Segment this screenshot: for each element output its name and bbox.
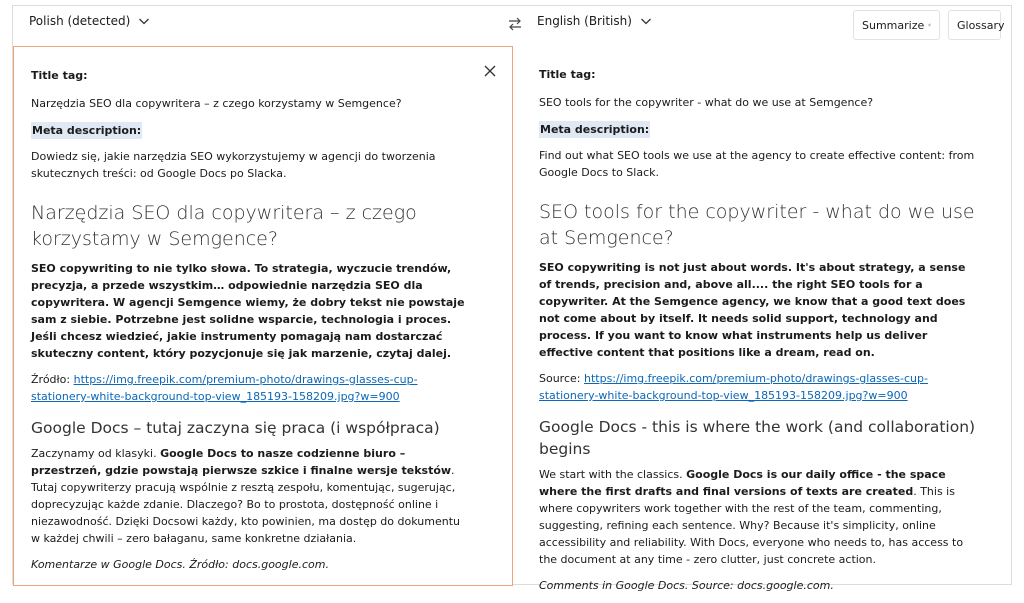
image-caption: Comments in Google Docs. Source: docs.google.com. xyxy=(539,579,834,592)
meta-description-label: Meta description: xyxy=(32,124,142,137)
swap-icon[interactable] xyxy=(507,16,523,32)
intro-paragraph: SEO copywriting is not just about words. It's about strategy, a sense of trends, precision and, above all.... the right SEO tools for a copywriter. At the Semgence agency, we know that a good text does not come about by itself. It needs solid support, technology and process. If you want to know what instruments help us deliver effective content that positions like a dream, read on. xyxy=(539,261,966,359)
source-text-pane[interactable] xyxy=(13,46,513,586)
intro-paragraph: SEO copywriting to nie tylko słowa. To strategia, wyczucie trendów, precyzja, a przede wszystkim… odpowiednie narzędzia SEO dla copywritera. W agencji Semgence wiemy, że dobry tekst nie powstaje sam z siebie. Potrzebne jest solidne wsparcie, technologia i proces. Jeśli chcesz wiedzieć, jakie instrumenty pomagają nam dostarczać skuteczny content, który pozycjonuje się jak marzenie, czytaj dalej. xyxy=(31,262,465,360)
translator-frame xyxy=(12,5,1012,592)
target-language-select[interactable] xyxy=(537,14,652,28)
toolbar xyxy=(13,6,1011,46)
close-icon[interactable] xyxy=(484,65,496,77)
section-paragraph xyxy=(539,466,979,568)
title-tag-text: Narzędzia SEO dla copywritera – z czego korzystamy w Semgence? xyxy=(31,97,402,110)
chevron-down-icon xyxy=(640,15,652,27)
source-language-label: Polish (detected) xyxy=(29,14,131,28)
glossary-label: Glossary xyxy=(957,18,1005,32)
paragraph-end: . This is where copywriters work together with the rest of the team, commenting, suggesting, refining each sentence. Why? Because it's simplicity, online accessibility and reliability. With Docs, everyone who needs to, has access to the document at any time - zero clutter, just concrete action. xyxy=(539,485,964,566)
source-link[interactable]: https://img.freepik.com/premium-photo/drawings-glasses-cup-stationery-white-background-top-view_185193-158209.jpg?w=900 xyxy=(539,372,928,402)
glossary-button[interactable] xyxy=(948,10,1005,40)
main-heading: SEO tools for the copywriter - what do we use at Semgence? xyxy=(539,201,975,249)
title-tag-label: Title tag: xyxy=(539,68,596,81)
translation-pane[interactable] xyxy=(523,46,1003,592)
main-heading: Narzędzia SEO dla copywritera – z czego korzystamy w Semgence? xyxy=(31,202,417,250)
chevron-down-icon xyxy=(138,15,150,27)
summarize-button[interactable] xyxy=(853,10,940,40)
summarize-label: Summarize xyxy=(862,18,925,32)
source-prefix: Source: xyxy=(539,372,584,385)
title-tag-label: Title tag: xyxy=(31,69,88,82)
title-tag-text: SEO tools for the copywriter - what do we use at Semgence? xyxy=(539,96,874,109)
meta-description-text: Find out what SEO tools we use at the agency to create effective content: from Google Docs to Slack. xyxy=(539,149,975,179)
image-source xyxy=(539,370,979,404)
target-language-label: English (British) xyxy=(537,14,632,28)
source-language-select[interactable] xyxy=(29,14,150,28)
section-heading: Google Docs – tutaj zaczyna się praca (i współpraca) xyxy=(31,419,440,437)
translation-content xyxy=(539,66,979,603)
paragraph-bold: Google Docs to nasze codzienne biuro – przestrzeń, gdzie powstają pierwsze szkice i finalne wersje tekstów xyxy=(31,447,452,477)
section-heading: Google Docs - this is where the work (and collaboration) begins xyxy=(539,418,976,458)
meta-description-text: Dowiedz się, jakie narzędzia SEO wykorzystujemy w agencji do tworzenia skutecznych treści: od Google Docs po Slacka. xyxy=(31,150,436,180)
paragraph-bold: Google Docs is our daily office - the space where the first drafts and final versions of texts are created xyxy=(539,468,946,498)
image-source xyxy=(31,371,471,405)
sparkle-icon xyxy=(928,19,931,31)
paragraph-start: We start with the classics. xyxy=(539,468,687,481)
paragraph-start: Zaczynamy od klasyki. xyxy=(31,447,161,460)
section-paragraph xyxy=(31,445,471,547)
source-prefix: Źródło: xyxy=(31,373,74,386)
paragraph-end: . Tutaj copywriterzy pracują wspólnie z resztą zespołu, komentując, sugerując, doprecyzując każde zdanie. Dlaczego? Bo to prostota, dostępność online i niezawodność. Dzięki Docsowi każdy, kto powinien, ma dostęp do dokumentu w każdej chwili – zero bałaganu, same konkretne działania. xyxy=(31,464,460,545)
source-content xyxy=(31,67,471,582)
source-link[interactable]: https://img.freepik.com/premium-photo/drawings-glasses-cup-stationery-white-background-top-view_185193-158209.jpg?w=900 xyxy=(31,373,418,403)
meta-description-label: Meta description: xyxy=(540,123,650,136)
image-caption: Komentarze w Google Docs. Źródło: docs.google.com. xyxy=(31,558,329,571)
